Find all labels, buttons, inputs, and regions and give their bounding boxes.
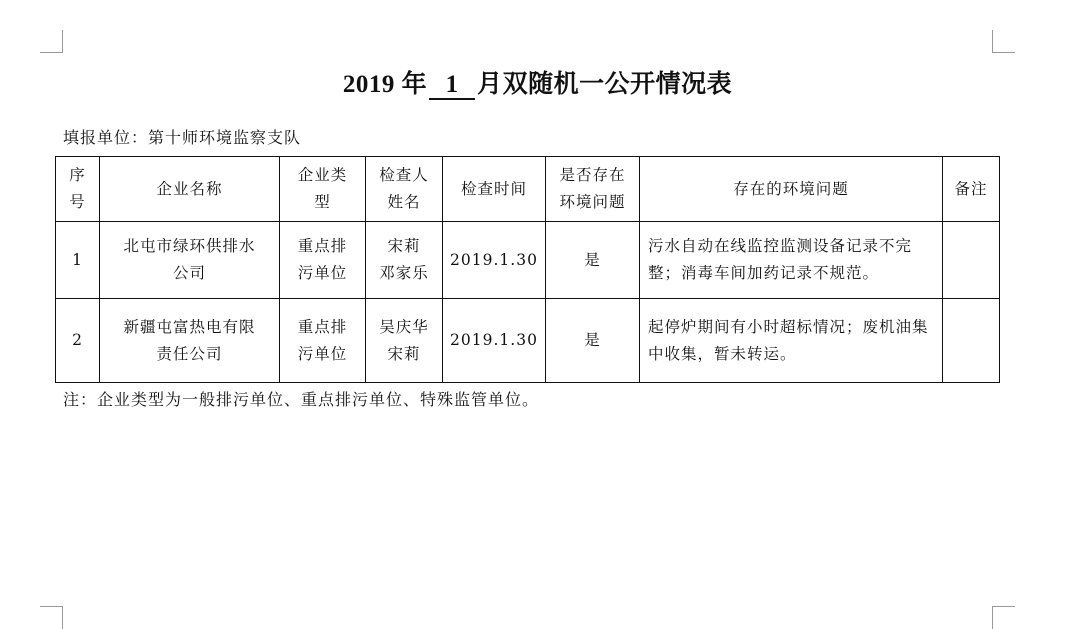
header-inspector: 检查人 姓名: [366, 157, 443, 222]
page-corner-mark-top-left: [40, 30, 63, 53]
cell-type: 重点排 污单位: [280, 299, 366, 383]
header-type: 企业类 型: [280, 157, 366, 222]
cell-has-issue: 是: [546, 222, 640, 299]
header-date: 检查时间: [443, 157, 546, 222]
inspection-table: [55, 156, 1000, 383]
fill-unit-line: 填报单位：第十师环境监察支队: [63, 128, 302, 147]
header-has-issue: 是否存在 环境问题: [546, 157, 640, 222]
cell-date: 2019.1.30: [443, 299, 546, 383]
page-corner-mark-top-right: [992, 30, 1015, 53]
table-footnote: 注：企业类型为一般排污单位、重点排污单位、特殊监管单位。: [63, 390, 540, 409]
title-prefix: 2019 年: [342, 71, 428, 98]
cell-issues: 起停炉期间有小时超标情况；废机油集中收集，暂未转运。: [640, 299, 943, 383]
page-corner-mark-bottom-left: [40, 606, 63, 629]
header-issues: 存在的环境问题: [640, 157, 943, 222]
cell-has-issue: 是: [546, 299, 640, 383]
header-seq: 序 号: [56, 157, 100, 222]
cell-type: 重点排 污单位: [280, 222, 366, 299]
cell-issues: 污水自动在线监控监测设备记录不完整；消毒车间加药记录不规范。: [640, 222, 943, 299]
table-row: [56, 222, 1000, 299]
cell-company: 北屯市绿环供排水 公司: [100, 222, 280, 299]
cell-inspectors: 吴庆华 宋莉: [366, 299, 443, 383]
header-remarks: 备注: [943, 157, 1000, 222]
cell-seq: 2: [56, 299, 100, 383]
header-company: 企业名称: [100, 157, 280, 222]
cell-seq: 1: [56, 222, 100, 299]
cell-company: 新疆屯富热电有限 责任公司: [100, 299, 280, 383]
table-header-row: [56, 157, 1000, 222]
cell-date: 2019.1.30: [443, 222, 546, 299]
title-suffix: 月双随机一公开情况表: [477, 71, 733, 98]
table-row: [56, 299, 1000, 383]
cell-inspectors: 宋莉 邓家乐: [366, 222, 443, 299]
cell-remarks: [943, 299, 1000, 383]
page-corner-mark-bottom-right: [992, 606, 1015, 629]
document-title: [0, 64, 1075, 100]
title-month-blank: 1: [429, 72, 475, 100]
cell-remarks: [943, 222, 1000, 299]
